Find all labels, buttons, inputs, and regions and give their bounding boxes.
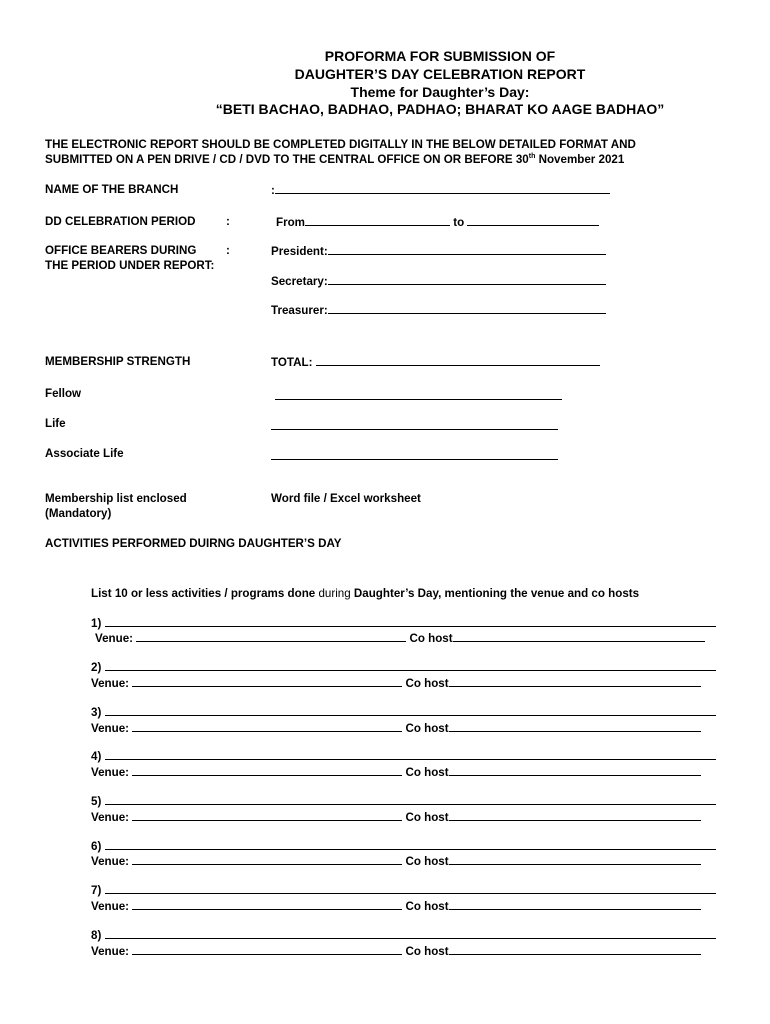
associate-life-field[interactable] [271,447,558,465]
branch-field[interactable] [271,183,610,197]
activity-blank[interactable] [105,705,716,716]
activity-6-line[interactable] [91,839,716,853]
activity-1-venue[interactable] [95,631,705,645]
activity-blank[interactable] [105,794,716,805]
branch-label: NAME OF THE BRANCH [45,183,179,196]
period-from-blank[interactable] [305,215,450,226]
venue-label: Venue: [95,632,137,645]
fellow-blank[interactable] [275,389,562,400]
activity-5-line[interactable] [91,794,716,808]
total-field[interactable] [271,355,600,369]
venue-blank[interactable] [132,765,402,776]
activity-5-venue[interactable] [91,810,701,824]
venue-blank[interactable] [132,721,402,732]
cohost-label: Co host [402,855,449,868]
secretary-field[interactable] [271,274,606,288]
instruction-line-1: THE ELECTRONIC REPORT SHOULD BE COMPLETED DIGITALLY IN THE BELOW DETAILED FORMAT AND [45,138,636,151]
bearers-label-1: OFFICE BEARERS DURING [45,244,197,257]
activity-blank[interactable] [105,839,716,850]
activity-3-line[interactable] [91,705,716,719]
associate-life-label: Associate Life [45,447,124,460]
venue-blank[interactable] [132,899,402,910]
cohost-blank[interactable] [449,765,701,776]
associate-life-blank[interactable] [271,449,558,460]
fellow-field[interactable] [275,387,562,405]
activity-blank[interactable] [105,928,716,939]
bearers-label-2: THE PERIOD UNDER REPORT: [45,259,215,272]
period-label: DD CELEBRATION PERIOD [45,215,196,228]
activity-blank[interactable] [105,660,716,671]
list-label-1: Membership list enclosed [45,492,187,505]
list-value: Word file / Excel worksheet [271,492,421,505]
activity-number: 2) [91,661,102,674]
activity-number: 6) [91,840,102,853]
period-field[interactable] [276,215,599,229]
venue-label: Venue: [91,722,133,735]
cohost-label: Co host [402,766,449,779]
activities-heading: ACTIVITIES PERFORMED DUIRNG DAUGHTER’S DAY [45,537,342,550]
form-title-line-1: PROFORMA FOR SUBMISSION OF [324,48,556,64]
activity-8-venue[interactable] [91,944,701,958]
activity-number: 4) [91,750,102,763]
venue-label: Venue: [91,811,133,824]
secretary-label: Secretary: [271,275,328,288]
treasurer-field[interactable] [271,303,606,317]
activities-instruction [91,587,639,600]
membership-label: MEMBERSHIP STRENGTH [45,355,191,368]
venue-label: Venue: [91,855,133,868]
activity-number: 5) [91,795,102,808]
activity-number: 8) [91,929,102,942]
cohost-label: Co host [402,900,449,913]
list-label-2: (Mandatory) [45,507,112,520]
branch-separator: : [271,184,275,197]
activity-7-line[interactable] [91,883,716,897]
cohost-label: Co host [402,722,449,735]
president-label: President: [271,245,328,258]
cohost-blank[interactable] [453,631,705,642]
activity-1-line[interactable] [91,616,716,630]
instruction-deadline: November 2021 [535,153,625,166]
venue-label: Venue: [91,945,133,958]
activities-instruction-b: during [318,587,351,600]
treasurer-blank[interactable] [328,303,606,314]
cohost-label: Co host [402,945,449,958]
total-label: TOTAL: [271,356,316,369]
instruction-line-2 [45,153,624,166]
activity-7-venue[interactable] [91,899,701,913]
cohost-label: Co host [406,632,453,645]
treasurer-label: Treasurer: [271,304,328,317]
activity-4-line[interactable] [91,749,716,763]
activity-3-venue[interactable] [91,721,701,735]
venue-blank[interactable] [132,810,402,821]
cohost-blank[interactable] [449,854,701,865]
activities-instruction-a: List 10 or less activities / programs done [91,587,319,600]
activity-blank[interactable] [105,749,716,760]
activity-6-venue[interactable] [91,854,701,868]
cohost-blank[interactable] [449,944,701,955]
cohost-blank[interactable] [449,721,701,732]
period-to-label: to [449,216,468,229]
total-blank[interactable] [316,355,600,366]
venue-blank[interactable] [132,676,402,687]
fellow-label: Fellow [45,387,82,400]
cohost-label: Co host [402,677,449,690]
theme-slogan: “BETI BACHAO, BADHAO, PADHAO; BHARAT KO AAGE BADHAO” [215,101,665,117]
president-blank[interactable] [328,244,606,255]
activity-number: 7) [91,884,102,897]
cohost-label: Co host [402,811,449,824]
branch-blank[interactable] [275,183,610,194]
life-field[interactable] [271,417,558,435]
instruction-text: SUBMITTED ON A PEN DRIVE / CD / DVD TO THE CENTRAL OFFICE ON OR BEFORE 30 [45,153,529,166]
form-title-line-2: DAUGHTER’S DAY CELEBRATION REPORT [294,66,586,82]
activity-number: 1) [91,617,102,630]
activity-4-venue[interactable] [91,765,701,779]
period-from-label: From [276,216,305,229]
venue-label: Venue: [91,677,133,690]
life-blank[interactable] [271,419,558,430]
venue-blank[interactable] [136,631,406,642]
venue-label: Venue: [91,766,133,779]
activity-number: 3) [91,706,102,719]
venue-blank[interactable] [132,854,402,865]
cohost-blank[interactable] [449,899,701,910]
cohost-blank[interactable] [449,676,701,687]
bearers-separator: : [226,244,230,257]
activity-2-venue[interactable] [91,676,701,690]
activity-blank[interactable] [105,616,716,627]
life-label: Life [45,417,66,430]
venue-blank[interactable] [132,944,402,955]
activity-blank[interactable] [105,883,716,894]
venue-label: Venue: [91,900,133,913]
period-separator: : [226,215,230,228]
period-to-blank[interactable] [467,215,599,226]
activity-2-line[interactable] [91,660,716,674]
instruction-superscript: th [528,153,536,161]
activity-8-line[interactable] [91,928,716,942]
secretary-blank[interactable] [328,274,606,285]
activities-instruction-c: Daughter’s Day, mentioning the venue and co hosts [350,587,640,600]
cohost-blank[interactable] [449,810,701,821]
theme-label: Theme for Daughter’s Day: [350,84,530,100]
president-field[interactable] [271,244,606,258]
